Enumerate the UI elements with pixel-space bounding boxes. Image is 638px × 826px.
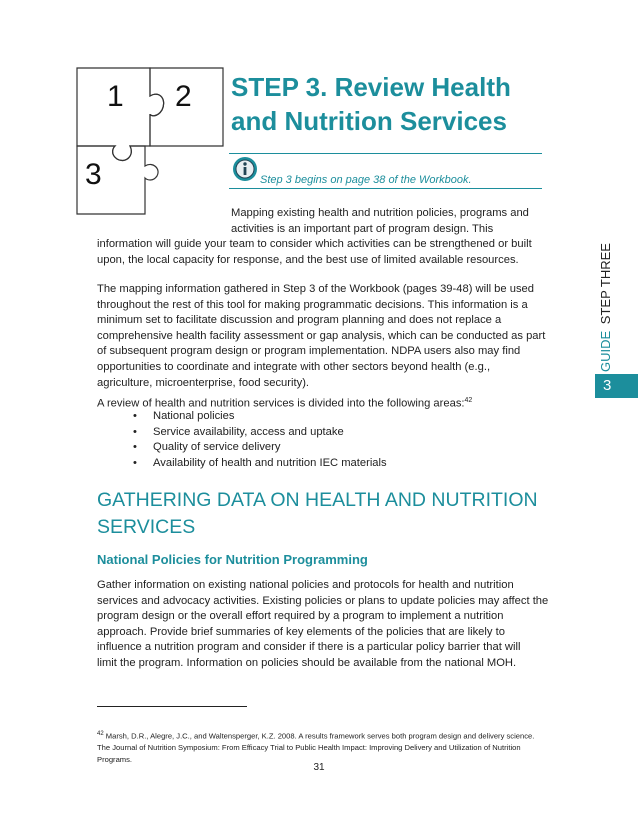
side-tab-number: 3 [595,374,638,398]
footnote-divider [97,706,247,707]
puzzle-graphic [75,66,225,216]
list-item: • Availability of health and nutrition IEC materials [133,456,387,472]
section-heading: GATHERING DATA ON HEALTH AND NUTRITION SERVICES [97,489,538,538]
tab-step-text: STEP THREE [598,243,613,325]
policies-paragraph: Gather information on existing national policies and protocols for health and nutrition services and advocacy activities. Existing policies or plans to update policies may affect the program design or the overall effort required by a program to implement a nutrition approach. Provide brief summaries of key elements of the policies that are likely to influence a nutrition program and consider if there is a particular policy barrier that will limit the program. Information on policies should be available from the national MOH. [97,579,549,669]
page-number: 31 [313,762,325,773]
subsection-heading: National Policies for Nutrition Programming [97,552,368,567]
list-item: • National policies [133,409,387,425]
workbook-note: Step 3 begins on page 38 of the Workbook. [260,174,472,186]
intro-paragraph: Mapping existing health and nutrition policies, programs and activities is an important part of program design. This information will guide your team to consider which activities can be strengthened or built upon, the local capacity for response, and the best use of limited available resources. [97,207,532,266]
areas-list [133,409,387,471]
mapping-paragraph: The mapping information gathered in Step 3 of the Workbook (pages 39-48) will be used throughout the rest of this tool for making programmatic decisions. This information is a minimum set to facilitate discussion and program planning and does not replace a comprehensive health facility assessment or gap analysis, which can be conducted as part of subsequent program design or program implementation. NDPA users also may find opportunities to coordinate and integrate with other sectors beyond health (e.g., agriculture, microenterprise, food security). [97,283,546,389]
puzzle-number-1: 1 [107,80,124,113]
areas-intro: A review of health and nutrition services is divided into the following areas:$^{42}$ [97,397,473,410]
title-rule-bottom [229,188,542,189]
tab-guide-text: GUIDE [598,330,613,372]
info-icon [232,156,258,182]
list-item: • Service availability, access and uptake [133,425,387,441]
list-item: • Quality of service delivery [133,440,387,456]
footnote: $^{42}$ Marsh, D.R., Alegre, J.C., and Waltensperger, K.Z. 2008. A results framework serves both program design and delivery science. The Journal of Nutrition Symposium: From Efficacy Trial to Public Health Impact: Improving Delivery and Utilization of Nutrition Programs. [97,731,535,764]
puzzle-number-3: 3 [85,158,102,191]
puzzle-number-2: 2 [175,80,192,113]
side-tab-label [583,210,623,372]
svg-text:GUIDE STEP THREE [598,243,613,372]
page-title: STEP 3. Review Health and Nutrition Services [231,72,511,136]
footnote-ref[interactable]: 42 [464,397,473,404]
title-rule-top [229,153,542,154]
